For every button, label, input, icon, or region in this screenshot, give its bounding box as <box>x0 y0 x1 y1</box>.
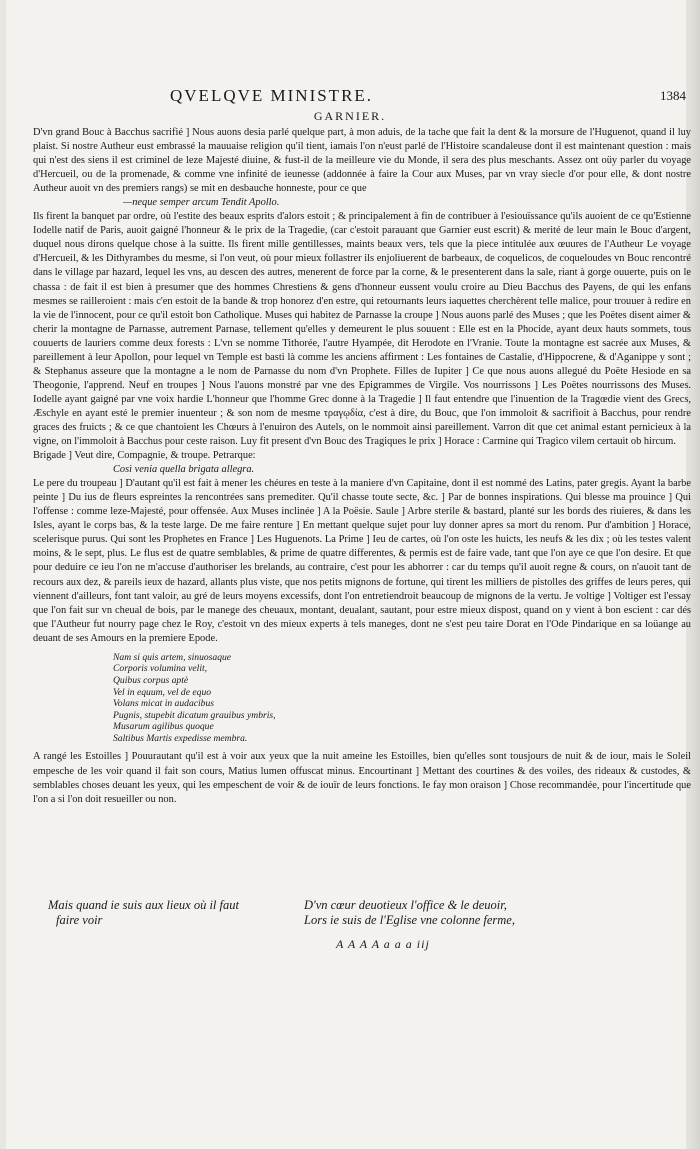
latin-verse <box>83 652 691 745</box>
poem-line: Mais quand ie suis aux lieux où il faut <box>48 898 239 912</box>
verse-line: Pugnis, stupebit dicatum grauibus ymbris, <box>113 709 276 721</box>
paragraph-1: D'vn grand Bouc à Bacchus sacrifié ] Nous auons desia parlé quelque part, à mon aduis, de la tache que fait la dent & la morsure de l'Huguenot, quand il luy plaist. Si nostre Autheur eust embrassé la mauuaise religion qu'il tient, iamais l'on n'eust parlé de l'Histoire scandaleuse dont il est maintenant question : mais qui n'est des siens il est criminel de leze Majesté diuine, & fust-il de la meilleure vie du Monde, il sera des plus meschants. Assez ont oüy parler du voyage d'Hercueil, ou de la promenade, & comme vne infinité de ieunesse (addonnée à faire la Cour aux Muses, par vn vray siecle d'or pour elle, & dont nostre Autheur auoit vn des premiers rangs) se mit en desbauche honneste, pour ce que <box>33 127 691 195</box>
quotation-petrarch: Così venia quella brigata allegra. <box>113 464 255 476</box>
poem-line: faire voir <box>56 913 103 927</box>
page-left-edge <box>0 0 6 1149</box>
verse-line: Quibus corpus aptè <box>113 674 189 686</box>
poem-left-column <box>48 898 288 928</box>
quotation-apollo: —neque semper arcum Tendit Apollo. <box>123 197 280 209</box>
poem-right-column <box>304 898 524 928</box>
verse-line: Volans micat in audacibus <box>113 698 214 710</box>
poem-line: D'vn cœur deuotieux l'office & le deuoir, <box>304 898 507 912</box>
page-header <box>0 86 700 106</box>
verse-line: Vel in equum, vel de equo <box>113 686 212 698</box>
paragraph-4: Le pere du troupeau ] D'autant qu'il est fait à mener les chéures en teste à la maniere d'vn Capitaine, dont il est nommé des Latins, pater gregis. Ayant la barbe peinte ] Du ius de fleurs espreintes la rencontrées sans premediter. Qu'il chasse toute secte, &c. ] Par de bonnes inspirations. Qui blesse ma prouince ] Qui l'offense : comme leze-Majesté, pour offensée. Aux Muses inclinée ] A la Poësie. Saule ] Arbre sterile & bastard, planté sur les bords des riuieres, & dans les Isles, ayant le corps bas, & la teste large. De me faire renture ] En mettant quelque sujet pour luy donner apres sa mort du renom. Pur d'ambition ] Horace, scelerisque purus. Qui sont les Prophetes en France ] Les Huguenots. La Prime ] Ieu de cartes, où l'on oste les huicts, les neufs & les dix ; où les testes valent moins, & le sept, plus. Le flus est de quatre semblables, & prime de quatre differentes, & permis est de faire vade, tant que l'on aye ce que l'on desire. Et que pour deduire ce ieu l'on ne m'accuse d'authoriser les brelands, au contraire, c'est pour les abhorrer : car du temps qu'il auoit regne & cours, on n'auoit tant de recours aux dez, & pareils ieux de hazard, allants plus viste, que nos petits mignons de fortune, qui tirent les milliers de pistolles des griffes de leurs peres, qui viennent d'ailleurs, font tant valoir, au gré de leurs moyens excessifs, dont l'on entretiendroit beaucoup de mignons de la vertu. Je voltige ] Voltiger est l'essay que l'on fait sur vn cheual de bois, par le manege des cheuaux, montant, deualant, sautant, pour estre mieux dispost, quand on y vient à bon escient : car dés que l'Autheur fut nourry page chez le Roy, c'estoit vn des mieux experts à tels maneges, dont ne s'est peu taire Dorat en l'Ode Pindarique en sa loüange au deuant de ses Amours en la premiere Epode. <box>33 478 691 644</box>
verse-line: Musarum agilibus quoque <box>113 721 214 733</box>
paragraph-3: Brigade ] Veut dire, Compagnie, & troupe. Petrarque: <box>33 450 256 462</box>
signature-mark: A A A A a a a iij <box>336 937 430 951</box>
section-title: GARNIER. <box>313 109 387 123</box>
verse-line: Corporis volumina velit, <box>113 663 208 675</box>
page-number: 1384 <box>660 88 686 103</box>
paragraph-2: Ils firent la banquet par ordre, où l'estite des beaux esprits d'alors estoit ; & principalement à fin de contribuer à l'esiouïssance qu'ils auoient de ce qu'Estienne Iodelle natif de Paris, auoit gaigné l'honneur & le prix de la Tragedie, (car c'estoit parauant que Garnier eust escrit) & merité de leur main le Bouc d'argent, duquel nous dirons quelque chose à la suitte. Ils firent mille gentillesses, maints beaux vers, tels que la piece intitulée aux œuures de l'Autheur Le voyage d'Hercueil, & les Dithyrambes du mesme, si l'on veut, où pour mieux follastrer ils enjoliuerent de barbeaux, de coquelicos, de coqueloudes vn Bouc rencontré dans le village par hazard, lequel les vns, au descen des autres, menerent de force par la corne, & le presenterent dans la sale, riant à gorge ouuerte, puis on le chassa : de fait il est bien à presumer que des hommes Chrestiens & gens d'honneur eussent voulu croire au Dieu Bacchus des Payens, de qui les enfans mesmes se railleroient : mais c'en estoit de la bande & trop honorez d'en estre, qui retournants leurs iaquettes cherchèrent telle malice, pour trouuer à redire en la vie de l'innocent, pour ce qu'il estoit bon Catholique. Muses qui habitez de Parnasse la croupe ] Nous auons parlé des Muses ; que les Poëtes disent aimer & cherir la montagne de Parnasse, autrement Parnase, tellement qu'elles y demeurent le plus souuent : Elle est en la Phocide, ayant deux hauts sommets, tous couuerts de lauriers comme deux forests : L'vn se nomme Tithorée, l'autre Hyampée, dit Herodote en l'Vranie. Toute la montagne est sacrée aux Muses, & pareillement à leur Apollon, pour lequel vn Temple est basti là comme les anciens affirment : Les fontaines de Castalie, d'Hippocrene, & d'Aganippe y sont ; & Stephanus asseure que la montagne a le nom de Parnasse du nom d'vn Prophete. Filles de Iupiter ] Ce que nous auons allegué du Poëte Hesiode en sa Theogonie, l'apprend. Neuf en troupes ] Nous l'auons monstré par vne des Epigrammes de Virgile. Vos nourrissons ] Les Poëtes nourrissons des Muses. Iodelle ayant gaigné par vne voix hardie L'honneur que l'homme Grec donne à la Tragedie ] Il faut entendre que l'inuention de la Tragœdie vient des Grecs, Æschyle en ayant esté le premier inuenteur ; & son nom de mesme τραγῳδία, c'est à dire, du Bouc, que l'on immoloit & sacrifioit à Bacchus, pour rendre graces des fruicts ; & ce que chantoient les Chœurs à l'enuiron des Autels, on le nommoit ainsi pareillement. Varron dit que cet animal estant pernicieux à la vigne, on l'immoloit à Bacchus pour ceste raison. Luy fit present d'vn Bouc des Tragiques le prix ] Horace : Carmine qui Tragico vilem certauit ob hircum. <box>33 211 691 448</box>
running-title: QVELQVE MINISTRE. <box>170 86 374 105</box>
verse-line: Nam si quis artem, sinuosaque <box>113 651 232 663</box>
commentary-body <box>33 126 691 807</box>
verse-line: Saltibus Martis expedisse membra. <box>113 732 248 744</box>
closing-paragraph: A rangé les Estoilles ] Pouurautant qu'il est à voir aux yeux que la nuit ameine les Estoilles, bien qu'elles sont tousjours de nuit & de iour, mais le Soleil empesche de les voir quand il fait son cours, Matius lumen offuscat minus. Encourtinant ] Mettant des courtines & des voiles, des rideaux & custodes, & semblables choses deuant les yeux, qui les empeschent de voir & de iouïr de leurs fonctions. Ie fay mon oraison ] Chose recommandée, pour l'incertitude que l'on a si l'on doit resueiller ou non. <box>33 751 691 805</box>
poem-line: Lors ie suis de l'Eglise vne colonne ferme, <box>304 913 515 927</box>
